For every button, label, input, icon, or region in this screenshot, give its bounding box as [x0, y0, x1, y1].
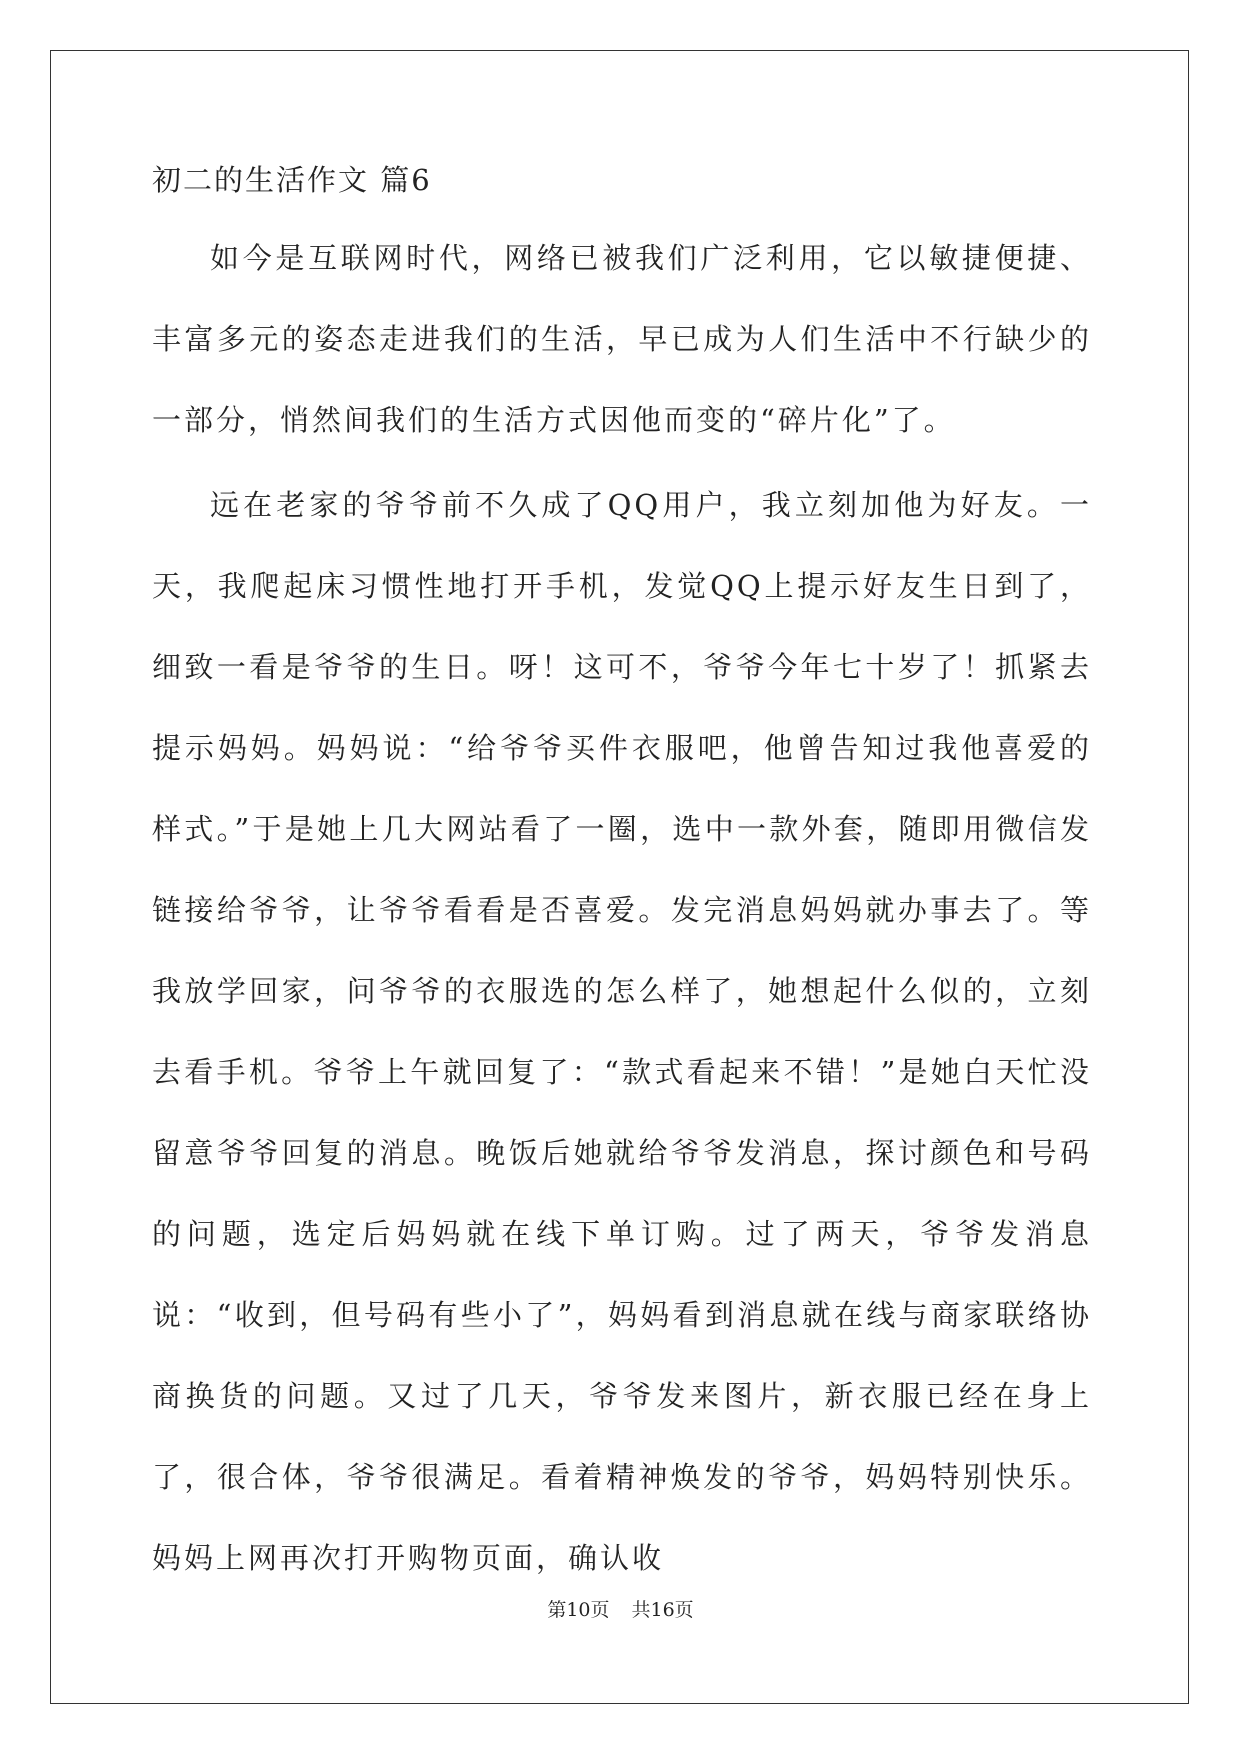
document-title: 初二的生活作文 篇6 — [152, 163, 432, 197]
document-body — [152, 160, 1092, 1599]
paragraph: 如今是互联网时代，网络已被我们广泛利用，它以敏捷便捷、丰富多元的姿态走进我们的生活，早已成为人们生活中不行缺少的一部分，悄然间我们的生活方式因他而变的“碎片化”了。 — [152, 241, 1092, 437]
page-footer — [0, 1598, 1241, 1622]
paragraph: 远在老家的爷爷前不久成了QQ用户，我立刻加他为好友。一天，我爬起床习惯性地打开手机，发觉QQ上提示好友生日到了，细致一看是爷爷的生日。呀！这可不，爷爷今年七十岁了！抓紧去提示妈妈。妈妈说：“给爷爷买件衣服吧，他曾告知过我他喜爱的样式。”于是她上几大网站看了一圈，选中一款外套，随即用微信发链接给爷爷，让爷爷看看是否喜爱。发完消息妈妈就办事去了。等我放学回家，问爷爷的衣服选的怎么样了，她想起什么似的，立刻去看手机。爷爷上午就回复了：“款式看起来不错！”是她白天忙没留意爷爷回复的消息。晚饭后她就给爷爷发消息，探讨颜色和号码的问题，选定后妈妈就在线下单订购。过了两天，爷爷发消息说：“收到，但号码有些小了”，妈妈看到消息就在线与商家联络协商换货的问题。又过了几天，爷爷发来图片，新衣服已经在身上了，很合体，爷爷很满足。看着精神焕发的爷爷，妈妈特别快乐。妈妈上网再次打开购物页面，确认收 — [152, 488, 1092, 1575]
page-number: 第10页 — [547, 1599, 610, 1621]
page-total: 共16页 — [631, 1599, 694, 1621]
